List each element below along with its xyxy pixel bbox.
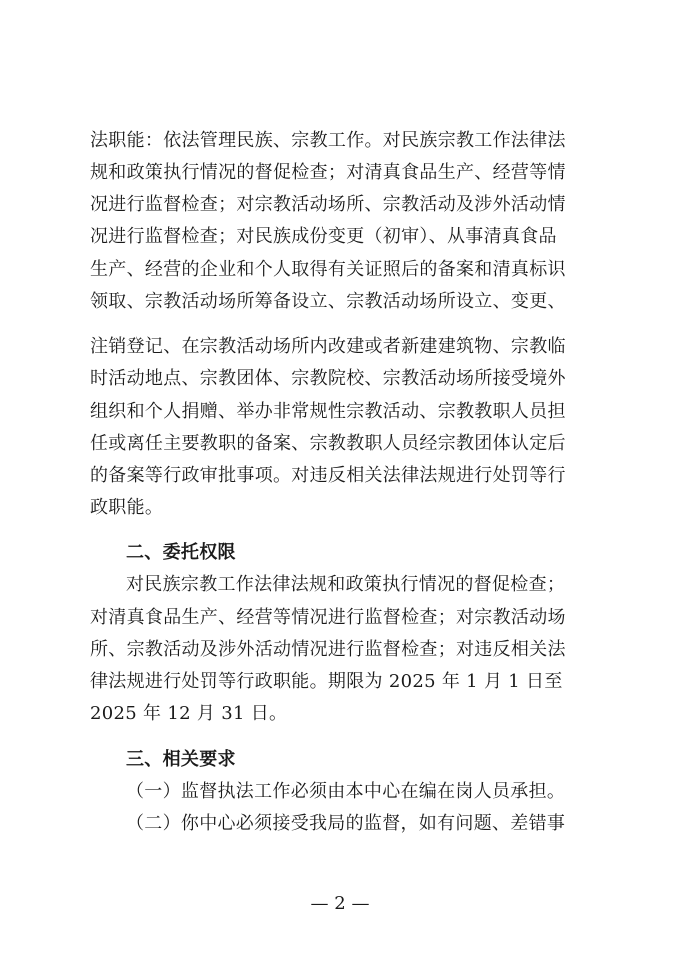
body-text-line: 对清真食品生产、经营等情况进行监督检查；对宗教活动场 — [90, 607, 566, 628]
body-text-line: （一）监督执法工作必须由本中心在编在岗人员承担。 — [126, 781, 566, 802]
body-text-line: 2025 年 12 月 31 日。 — [90, 703, 288, 724]
page-number: — 2 — — [310, 893, 370, 914]
body-text-line: 况进行监督检查；对宗教活动场所、宗教活动及涉外活动情 — [90, 194, 566, 215]
body-text-line: （二）你中心必须接受我局的监督，如有问题、差错事 — [126, 813, 566, 834]
body-text-line: 对民族宗教工作法律法规和政策执行情况的督促检查； — [126, 574, 566, 595]
body-text-line: 组织和个人捐赠、举办非常规性宗教活动、宗教教职人员担 — [90, 401, 566, 422]
body-text-line: 的备案等行政审批事项。对违反相关法律法规进行处罚等行 — [90, 465, 566, 486]
body-text-line: 规和政策执行情况的督促检查；对清真食品生产、经营等情 — [90, 162, 566, 183]
body-text-line: 注销登记、在宗教活动场所内改建或者新建建筑物、宗教临 — [90, 336, 566, 357]
body-text-line: 况进行监督检查；对民族成份变更（初审）、从事清真食品 — [90, 226, 557, 247]
body-text-line: 律法规进行处罚等行政职能。期限为 2025 年 1 月 1 日至 — [90, 671, 563, 692]
section-heading: 三、相关要求 — [126, 749, 236, 770]
body-text-line: 领取、宗教活动场所筹备设立、宗教活动场所设立、变更、 — [90, 291, 566, 312]
body-text-line: 政职能。 — [90, 497, 164, 518]
body-text-line: 所、宗教活动及涉外活动情况进行监督检查；对违反相关法 — [90, 639, 566, 660]
body-text-line: 时活动地点、宗教团体、宗教院校、宗教活动场所接受境外 — [90, 368, 566, 389]
section-heading: 二、委托权限 — [126, 542, 236, 563]
body-text-line: 任或离任主要教职的备案、宗教教职人员经宗教团体认定后 — [90, 433, 566, 454]
body-text-line: 法职能：依法管理民族、宗教工作。对民族宗教工作法律法 — [90, 130, 566, 151]
body-text-line: 生产、经营的企业和个人取得有关证照后的备案和清真标识 — [90, 259, 566, 280]
